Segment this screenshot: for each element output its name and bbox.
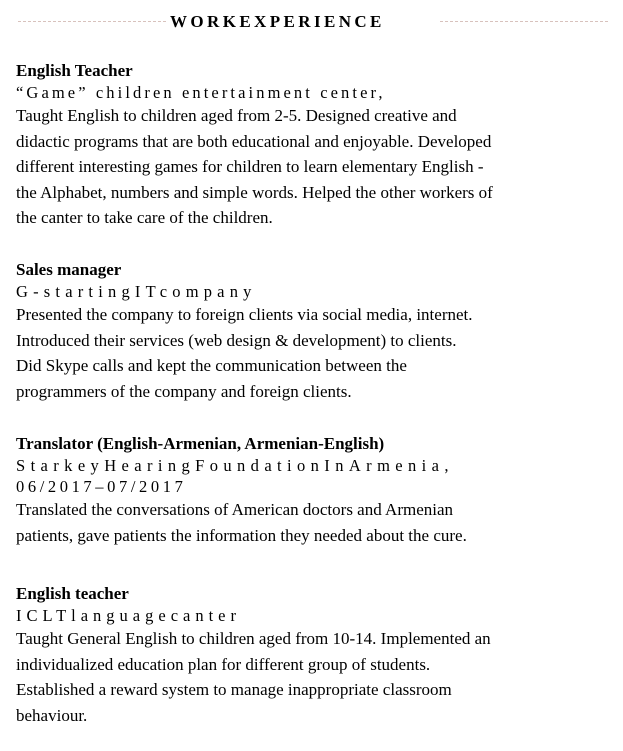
job-entry-english-teacher-game [16, 60, 596, 231]
header-rule-right [440, 21, 608, 22]
job-description-line: individualized education plan for different group of students. [16, 654, 431, 674]
job-title: English Teacher [16, 61, 133, 80]
job-title: Sales manager [16, 260, 122, 279]
job-description-line: Taught General English to children aged from 10-14. Implemented an [16, 629, 491, 648]
job-description [16, 497, 596, 548]
job-company: StarkeyHearingFoundationInArmenia, [16, 456, 454, 475]
job-description [16, 103, 596, 231]
job-description-line: behaviour. [16, 705, 88, 725]
job-description-line: the Alphabet, numbers and simple words. Helped the other workers of [16, 182, 493, 202]
job-title: Translator (English-Armenian, Armenian-English) [16, 434, 385, 453]
job-description-line: Did Skype calls and kept the communication between the [16, 356, 407, 376]
job-description-line: Established a reward system to manage inappropriate classroom [16, 680, 452, 700]
job-description-line: Introduced their services (web design & development) to clients. [16, 330, 457, 350]
job-description-line: Translated the conversations of American doctors and Armenian [16, 500, 454, 519]
job-title: English teacher [16, 584, 129, 603]
job-description-line: patients, gave patients the information they needed about the cure. [16, 525, 467, 545]
job-description [16, 626, 596, 728]
job-description [16, 302, 596, 404]
job-description-line: Taught English to children aged from 2-5. Designed creative and [16, 106, 457, 125]
header-rule-left [18, 21, 166, 22]
section-title: WORKEXPERIENCE [170, 12, 385, 31]
job-company: ICLTlanguagecanter [16, 606, 241, 625]
job-description-line: different interesting games for children to learn elementary English - [16, 157, 484, 177]
job-description-line: the canter to take care of the children. [16, 208, 273, 228]
job-description-line: Presented the company to foreign clients via social media, internet. [16, 305, 473, 324]
job-dates: 06/2017–07/2017 [16, 477, 187, 496]
job-entry-translator [16, 433, 596, 548]
job-description-line: programmers of the company and foreign clients. [16, 381, 352, 401]
job-entry-english-teacher-iclt [16, 583, 596, 728]
job-company: G-startingITcompany [16, 282, 257, 301]
job-description-line: didactic programs that are both educational and enjoyable. Developed [16, 131, 492, 151]
job-company: “Game” children entertainment center, [16, 83, 386, 102]
job-entry-sales-manager [16, 259, 596, 404]
section-header [0, 10, 623, 34]
